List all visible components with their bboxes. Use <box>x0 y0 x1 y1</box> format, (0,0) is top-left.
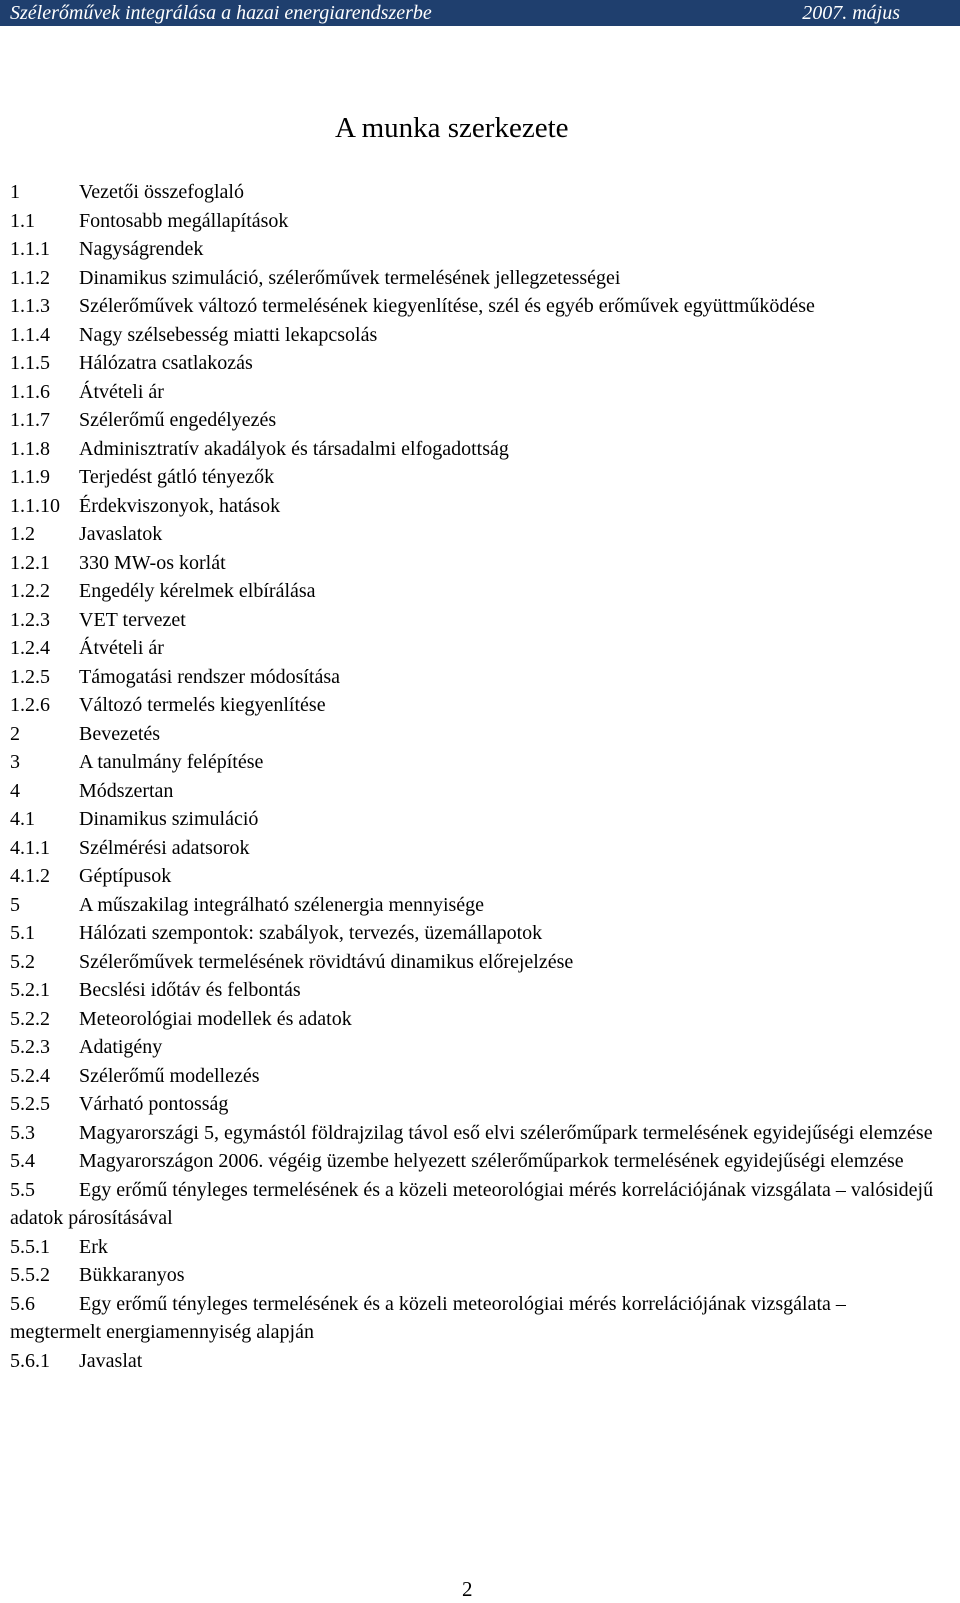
toc-entry[interactable] <box>10 1176 935 1233</box>
toc-entry-number: 5.3 <box>10 1121 35 1144</box>
toc-entry-number: 1 <box>10 181 20 203</box>
toc-entry-number: 5.5 <box>10 1178 35 1201</box>
header-title: Szélerőművek integrálása a hazai energiarendszerbe <box>10 2 432 24</box>
toc-entry-number: 1.2.3 <box>10 608 50 631</box>
toc-entry-number: 1.2 <box>10 523 35 545</box>
toc-entry-text: Bevezetés <box>79 722 161 745</box>
toc-entry[interactable] <box>10 463 935 492</box>
toc-entry-text: Szélmérési adatsorok <box>79 836 250 859</box>
toc-entry-number: 5.5.2 <box>10 1264 50 1286</box>
toc-entry-text: Nagyságrendek <box>79 238 204 260</box>
page-number: 2 <box>462 1577 473 1601</box>
toc-entry-number: 5.6.1 <box>10 1349 50 1372</box>
toc-entry[interactable] <box>10 1147 935 1176</box>
toc-entry-text: Nagy szélsebesség miatti lekapcsolás <box>79 323 378 346</box>
toc-entry[interactable] <box>10 1290 935 1347</box>
toc-entry-number: 1.2.2 <box>10 580 50 602</box>
toc-entry-number: 4.1.1 <box>10 836 50 859</box>
toc-entry-text: Érdekviszonyok, hatások <box>79 494 281 517</box>
toc-entry-text: Dinamikus szimuláció <box>79 808 259 830</box>
toc-entry-text: A műszakilag integrálható szélenergia mennyisége <box>79 893 485 916</box>
toc-entry-text: Szélerőművek változó termelésének kiegyenlítése, szél és egyéb erőművek együttműködése <box>79 295 815 317</box>
toc-entry[interactable] <box>10 976 935 1005</box>
toc-entry[interactable] <box>10 691 935 720</box>
toc-entry[interactable] <box>10 777 935 806</box>
toc-entry-number: 1.1.1 <box>10 238 50 260</box>
toc-entry-number: 5.2.5 <box>10 1093 50 1115</box>
toc-entry-text: Javaslatok <box>79 523 163 545</box>
toc-entry[interactable] <box>10 1090 935 1119</box>
toc-entry-number: 1.1 <box>10 209 35 232</box>
toc-entry-number: 1.1.3 <box>10 295 50 317</box>
toc-entry[interactable] <box>10 634 935 663</box>
toc-entry-number: 5.4 <box>10 1150 35 1172</box>
toc-entry-text: Hálózatra csatlakozás <box>79 352 253 374</box>
toc-entry[interactable] <box>10 606 935 635</box>
toc-entry-text: Becslési időtáv és felbontás <box>79 979 301 1001</box>
toc-entry[interactable] <box>10 264 935 293</box>
toc-entry-number: 4.1 <box>10 808 35 830</box>
toc-entry[interactable] <box>10 948 935 977</box>
toc-entry[interactable] <box>10 435 935 464</box>
toc-entry-number: 1.1.5 <box>10 352 50 374</box>
toc-entry-number: 5 <box>10 893 20 916</box>
toc-entry[interactable] <box>10 406 935 435</box>
toc-entry[interactable] <box>10 862 935 891</box>
toc-entry-text: Szélerőművek termelésének rövidtávú dinamikus előrejelzése <box>79 950 574 973</box>
toc-entry-number: 1.2.5 <box>10 665 50 688</box>
toc-entry-number: 5.1 <box>10 922 35 944</box>
toc-entry-text: Támogatási rendszer módosítása <box>79 665 341 688</box>
toc-entry-text: Magyarországi 5, egymástól földrajzilag távol eső elvi szélerőműpark termelésének egyidejűségi elemzése <box>79 1121 933 1144</box>
toc-entry[interactable] <box>10 1347 935 1376</box>
toc-entry-number: 1.1.4 <box>10 323 50 346</box>
toc-entry[interactable] <box>10 891 935 920</box>
toc-entry[interactable] <box>10 235 935 264</box>
toc-entry-text: Egy erőmű tényleges termelésének és a közeli meteorológiai mérés korrelációjának vizsgálata – megtermelt energiamennyiség alapján <box>10 1292 846 1343</box>
toc-entry-number: 5.2.2 <box>10 1007 50 1030</box>
page-title: A munka szerkezete <box>335 112 569 144</box>
toc-entry-text: A tanulmány felépítése <box>79 751 264 773</box>
toc-entry-text: Módszertan <box>79 779 174 802</box>
toc-entry-text: Vezetői összefoglaló <box>79 181 244 203</box>
toc-entry-text: Adatigény <box>79 1036 163 1058</box>
toc-entry[interactable] <box>10 1005 935 1034</box>
toc-entry[interactable] <box>10 207 935 236</box>
toc-entry-text: VET tervezet <box>79 608 186 631</box>
toc-entry-text: 330 MW-os korlát <box>79 551 226 574</box>
toc-entry[interactable] <box>10 1033 935 1062</box>
toc-entry-text: Géptípusok <box>79 865 172 887</box>
table-of-contents <box>10 178 935 1375</box>
toc-entry[interactable] <box>10 1062 935 1091</box>
toc-entry[interactable] <box>10 492 935 521</box>
toc-entry-number: 1.1.9 <box>10 466 50 488</box>
toc-entry[interactable] <box>10 919 935 948</box>
toc-entry-text: Meteorológiai modellek és adatok <box>79 1007 352 1030</box>
toc-entry[interactable] <box>10 292 935 321</box>
toc-entry-text: Változó termelés kiegyenlítése <box>79 694 326 716</box>
toc-entry-text: Adminisztratív akadályok és társadalmi elfogadottság <box>79 437 509 460</box>
toc-entry-number: 5.2.1 <box>10 979 50 1001</box>
toc-entry-number: 5.2.3 <box>10 1036 50 1058</box>
toc-entry-number: 1.1.10 <box>10 494 60 517</box>
toc-entry-text: Erk <box>79 1235 108 1258</box>
toc-entry-text: Javaslat <box>79 1349 143 1372</box>
toc-entry-number: 1.1.8 <box>10 437 50 460</box>
toc-entry-text: Bükkaranyos <box>79 1264 185 1286</box>
header-date: 2007. május <box>802 2 900 24</box>
toc-entry-number: 5.5.1 <box>10 1235 50 1258</box>
toc-entry-number: 4 <box>10 779 20 802</box>
toc-entry-text: Fontosabb megállapítások <box>79 209 289 232</box>
toc-entry-text: Várható pontosság <box>79 1093 229 1115</box>
toc-entry-number: 2 <box>10 722 20 745</box>
toc-entry-number: 1.1.6 <box>10 380 50 403</box>
toc-entry-number: 3 <box>10 751 20 773</box>
toc-entry[interactable] <box>10 805 935 834</box>
toc-entry-number: 1.2.4 <box>10 637 50 659</box>
toc-entry[interactable] <box>10 520 935 549</box>
toc-entry-text: Szélerőmű modellezés <box>79 1064 260 1087</box>
toc-entry-number: 4.1.2 <box>10 865 50 887</box>
toc-entry-text: Hálózati szempontok: szabályok, tervezés, üzemállapotok <box>79 922 543 944</box>
toc-entry-number: 1.1.7 <box>10 409 50 431</box>
toc-entry[interactable] <box>10 321 935 350</box>
toc-entry-text: Szélerőmű engedélyezés <box>79 409 277 431</box>
toc-entry[interactable] <box>10 577 935 606</box>
toc-entry[interactable] <box>10 1261 935 1290</box>
toc-entry-text: Magyarországon 2006. végéig üzembe helyezett szélerőműparkok termelésének egyidejűségi elemzése <box>79 1150 904 1172</box>
toc-entry-text: Engedély kérelmek elbírálása <box>79 580 316 602</box>
toc-entry[interactable] <box>10 1119 935 1148</box>
running-header <box>0 0 960 26</box>
toc-entry-number: 5.2.4 <box>10 1064 50 1087</box>
toc-entry[interactable] <box>10 663 935 692</box>
toc-entry[interactable] <box>10 549 935 578</box>
toc-entry[interactable] <box>10 1233 935 1262</box>
toc-entry-text: Dinamikus szimuláció, szélerőművek termelésének jellegzetességei <box>79 266 621 289</box>
toc-entry-number: 1.2.1 <box>10 551 50 574</box>
toc-entry[interactable] <box>10 378 935 407</box>
toc-entry[interactable] <box>10 834 935 863</box>
toc-entry-number: 1.1.2 <box>10 266 50 289</box>
toc-entry-number: 5.2 <box>10 950 35 973</box>
toc-entry[interactable] <box>10 178 935 207</box>
toc-entry-text: Átvételi ár <box>79 380 164 403</box>
toc-entry[interactable] <box>10 748 935 777</box>
toc-entry-text: Egy erőmű tényleges termelésének és a közeli meteorológiai mérés korrelációjának vizsgálata – valósidejű adatok párosításával <box>10 1178 934 1229</box>
toc-entry-number: 1.2.6 <box>10 694 50 716</box>
toc-entry-text: Átvételi ár <box>79 637 164 659</box>
toc-entry-text: Terjedést gátló tényezők <box>79 466 275 488</box>
toc-entry[interactable] <box>10 349 935 378</box>
toc-entry-number: 5.6 <box>10 1292 35 1315</box>
toc-entry[interactable] <box>10 720 935 749</box>
